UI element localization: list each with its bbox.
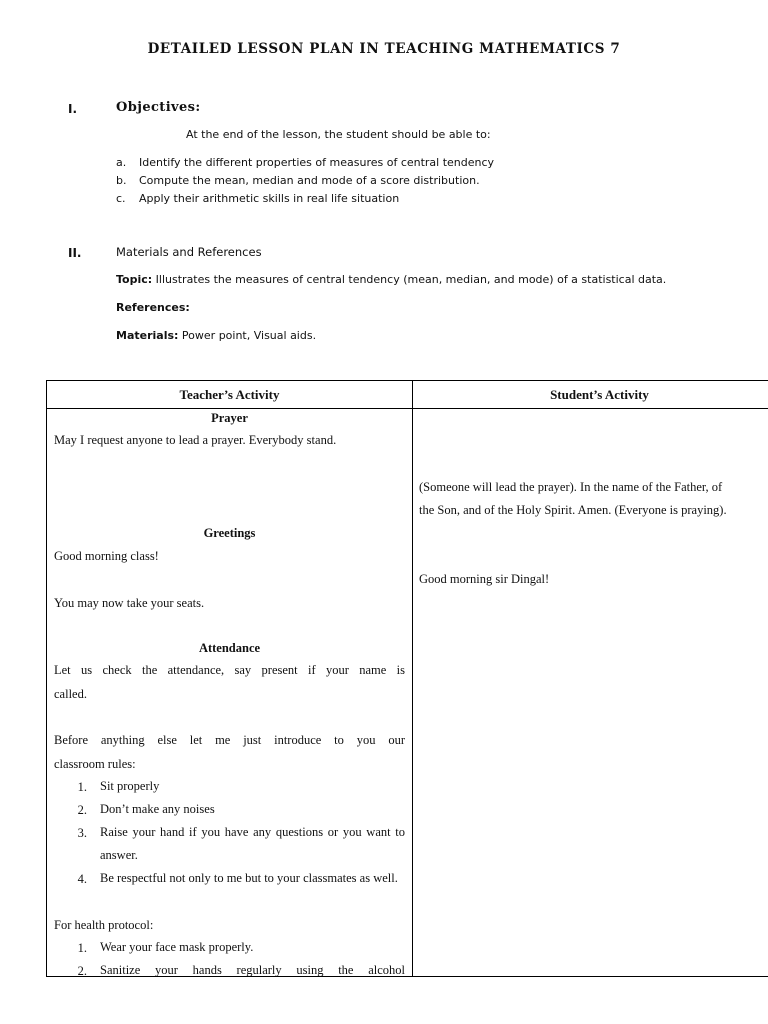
rule-number: 2. xyxy=(77,803,87,817)
health-text: Wear your face mask properly. xyxy=(100,940,254,954)
objective-item xyxy=(116,174,480,187)
student-activity-header: Student’s Activity xyxy=(413,381,768,409)
attendance-line: called. xyxy=(54,687,87,701)
section-2-title: Materials and References xyxy=(116,245,262,259)
objective-letter: b. xyxy=(116,174,127,187)
health-number: 2. xyxy=(77,964,87,976)
materials-text: Power point, Visual aids. xyxy=(178,329,317,342)
references-line xyxy=(116,301,190,314)
objective-letter: a. xyxy=(116,156,127,169)
objective-text: Compute the mean, median and mode of a score distribution. xyxy=(139,174,480,187)
materials-label: Materials: xyxy=(116,329,179,342)
health-number: 1. xyxy=(77,941,87,955)
teacher-activity-cell xyxy=(47,409,413,977)
health-protocol-heading: For health protocol: xyxy=(54,918,154,932)
take-seats-text: You may now take your seats. xyxy=(54,596,205,610)
rule-text: Raise your hand if you have any questions or you want to answer. xyxy=(100,825,405,862)
section-1-number: I. xyxy=(68,102,78,116)
prayer-instruction: May I request anyone to lead a prayer. Everybody stand. xyxy=(54,433,337,447)
rule-number: 4. xyxy=(77,872,87,886)
greeting-text: Good morning class! xyxy=(54,549,159,563)
section-1-title: Objectives: xyxy=(116,100,201,115)
topic-text: Illustrates the measures of central tendency (mean, median, and mode) of a statistical data. xyxy=(152,273,667,286)
table-header-row xyxy=(47,381,768,409)
table-row xyxy=(47,409,768,977)
student-greeting-reply: Good morning sir Dingal! xyxy=(419,572,550,586)
student-activity-cell xyxy=(413,409,768,977)
activity-table xyxy=(46,380,768,977)
objective-text: Apply their arithmetic skills in real life situation xyxy=(139,192,400,205)
materials-line xyxy=(116,329,316,342)
student-prayer-line: the Son, and of the Holy Spirit. Amen. (Everyone is praying). xyxy=(419,503,727,517)
rules-intro-line: Before anything else let me just introduce to you our xyxy=(54,733,405,747)
rule-text: Don’t make any noises xyxy=(100,802,215,816)
attendance-line: Let us check the attendance, say present if your name is xyxy=(54,663,405,677)
objective-letter: c. xyxy=(116,192,126,205)
document-title: DETAILED LESSON PLAN IN TEACHING MATHEMATICS 7 xyxy=(147,41,621,57)
teacher-activity-header: Teacher’s Activity xyxy=(47,381,413,409)
section-2-number: II. xyxy=(68,246,82,260)
attendance-heading: Attendance xyxy=(198,641,261,655)
student-prayer-line: (Someone will lead the prayer). In the name of the Father, of xyxy=(419,480,723,494)
rule-text: Sit properly xyxy=(100,779,160,793)
prayer-heading: Prayer xyxy=(211,411,248,425)
objective-item xyxy=(116,192,399,205)
rule-number: 3. xyxy=(77,826,87,840)
rules-intro-line: classroom rules: xyxy=(54,757,136,771)
objectives-intro: At the end of the lesson, the student should be able to: xyxy=(186,128,491,141)
rule-number: 1. xyxy=(77,780,87,794)
topic-label: Topic: xyxy=(116,273,153,286)
health-text: Sanitize your hands regularly using the alcohol xyxy=(100,963,405,976)
objective-item xyxy=(116,156,494,169)
objective-text: Identify the different properties of measures of central tendency xyxy=(139,156,495,169)
references-label: References: xyxy=(116,301,190,314)
greetings-heading: Greetings xyxy=(203,526,256,540)
rule-text: Be respectful not only to me but to your classmates as well. xyxy=(100,871,398,885)
topic-line xyxy=(116,273,666,286)
